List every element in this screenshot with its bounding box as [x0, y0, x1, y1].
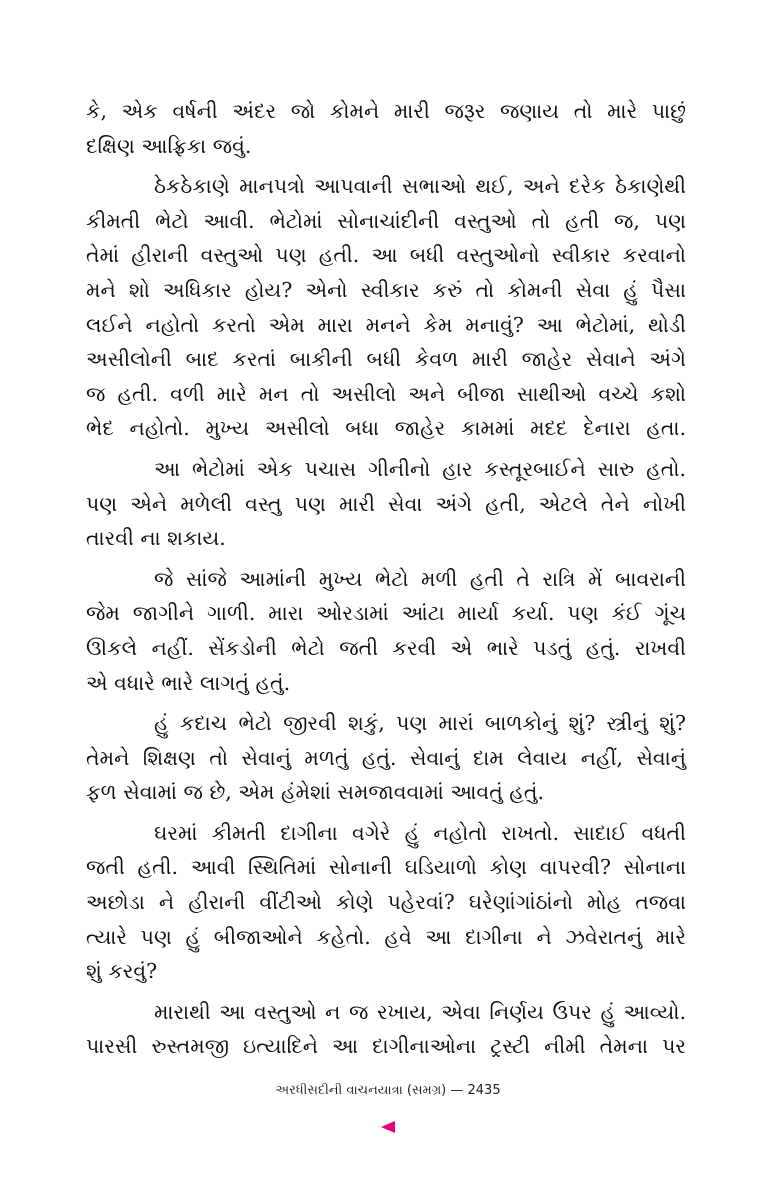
page-footer: અરધીસદીની વાચનયાત્રા (સમગ્ર) — 2435 [275, 1083, 501, 1098]
paragraph-6 [86, 816, 686, 989]
text-line: ઘરમાં કીમતી દાગીના વગેરે હું નહોતો રાખતો. સાદાઈ વધતી [154, 820, 686, 845]
paragraph-1 [86, 94, 686, 163]
text-line: દક્ષિણ આફ્રિકા જવું. [86, 133, 252, 158]
text-line: અછોડા ને હીરાની વીંટીઓ કોણે પહેરવાં? ઘરેણાંગાંઠાંનો મોહ તજવા [86, 890, 686, 915]
text-line: ઠેકઠેકાણે માનપત્રો આપવાની સભાઓ થઈ, અને દરેક ઠેકાણેથી [154, 174, 686, 199]
text-line: ત્યારે પણ હું બીજાઓને કહેતો. હવે આ દાગીના ને ઝવેરાતનું મારે [86, 924, 686, 949]
text-line: તારવી ના શકાય. [86, 526, 226, 551]
paragraph-2 [86, 169, 686, 446]
paragraph-5 [86, 706, 686, 810]
paragraph-3 [86, 452, 686, 556]
text-line: ફળ સેવામાં જ છે, એમ હંમેશાં સમજાવવામાં આવતું હતું. [86, 780, 544, 805]
text-line: કીમતી ભેટો આવી. ભેટોમાં સોનાચાંદીની વસ્તુઓ તો હતી જ, પણ [86, 208, 686, 233]
text-line: ભેદ નહોતો. મુખ્ય અસીલો બધા જાહેર કામમાં મદદ દેનારા હતા. [86, 416, 686, 441]
text-line: અસીલોની બાદ કરતાં બાકીની બધી કેવળ મારી જાહેર સેવાને અંગે [86, 347, 686, 372]
paragraph-4 [86, 562, 686, 700]
text-line: પણ એને મળેલી વસ્તુ પણ મારી સેવા અંગે હતી, એટલે તેને નોખી [86, 491, 686, 516]
paragraph-7 [86, 995, 686, 1064]
text-line: મારાથી આ વસ્તુઓ ન જ રખાય, એવા નિર્ણય ઉપર હું આવ્યો. [154, 999, 686, 1024]
text-line: શું કરવું? [86, 959, 158, 984]
text-line: તેમાં હીરાની વસ્તુઓ પણ હતી. આ બધી વસ્તુઓનો સ્વીકાર કરવાનો [86, 243, 686, 268]
text-line: હું કદાચ ભેટો જીરવી શકું, પણ મારાં બાળકોનું શું? સ્ત્રીનું શું? [154, 711, 686, 736]
text-line: જ હતી. વળી મારે મન તો અસીલો અને બીજા સાથીઓ વચ્ચે કશો [86, 381, 686, 406]
text-line: મને શો અધિકાર હોય? એનો સ્વીકાર કરું તો કોમની સેવા હું પૈસા [86, 277, 686, 302]
text-line: જતી હતી. આવી સ્થિતિમાં સોનાની ઘડિયાળો કોણ વાપરવી? સોનાના [86, 855, 686, 880]
text-line: ઊકલે નહીં. સેંકડોની ભેટો જતી કરવી એ ભારે પડતું હતું. રાખવી [86, 635, 686, 660]
text-line: તેમને શિક્ષણ તો સેવાનું મળતું હતું. સેવાનું દામ લેવાય નહીં, સેવાનું [86, 745, 686, 770]
text-line: જેમ જાગીને ગાળી. મારા ઓરડામાં આંટા માર્યા કર્યા. પણ કંઈ ગૂંચ [86, 601, 686, 626]
text-line: પારસી રુસ્તમજી ઇત્યાદિને આ દાગીનાઓના ટ્રસ્ટી નીમી તેમના પર [86, 1034, 686, 1059]
body-text [86, 94, 686, 1070]
left-triangle-icon[interactable] [381, 1121, 395, 1133]
text-line: એ વધારે ભારે લાગતું હતું. [86, 670, 291, 695]
text-line: લઈને નહોતો કરતો એમ મારા મનને કેમ મનાવું? આ ભેટોમાં, થોડી [86, 312, 686, 337]
text-line: આ ભેટોમાં એક પચાસ ગીનીનો હાર કસ્તૂરબાઈને સારુ હતો. [154, 456, 686, 481]
text-line: કે, એક વર્ષની અંદર જો કોમને મારી જરૂર જણાય તો મારે પાછું [86, 99, 686, 123]
text-line: જે સાંજે આમાંની મુખ્ય ભેટો મળી હતી તે રાત્રિ મેં બાવરાની [154, 566, 686, 591]
